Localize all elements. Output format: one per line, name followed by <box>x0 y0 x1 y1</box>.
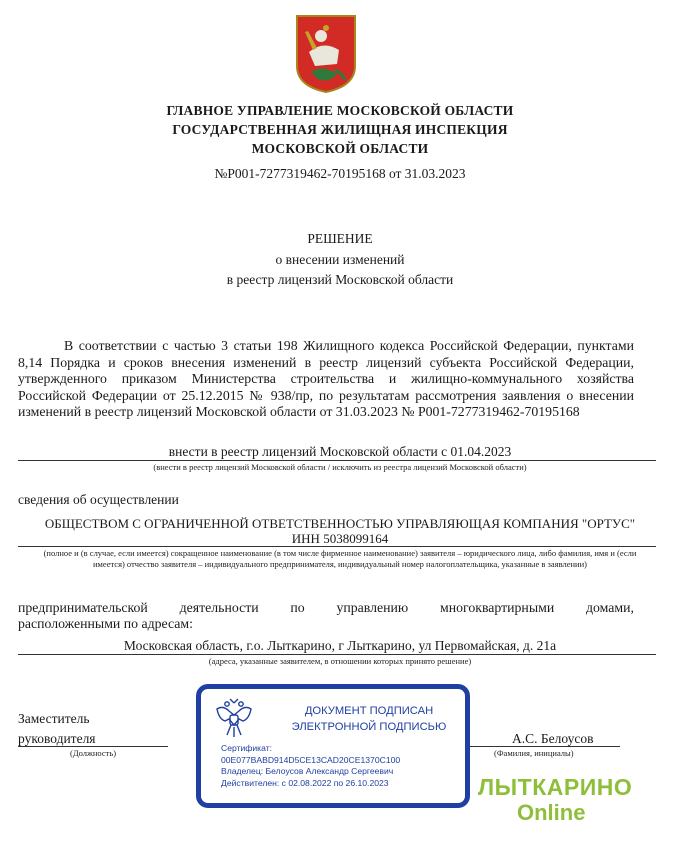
position-caption: (Должность) <box>70 748 117 758</box>
double-headed-eagle-icon <box>209 695 259 743</box>
position-line-2: руководителя <box>18 731 96 746</box>
company-caption: (полное и (в случае, если имеется) сокращенное наименование (в том числе фирменное наименование) заявителя – юридического лица, либо фамилия, имя и (если имеется) отчество заявителя – индивидуального предпринимателя, индивидуальный номер налогоплательщика, указанные в заявлении) <box>43 548 637 569</box>
company-underline <box>18 546 656 547</box>
decision-title: РЕШЕНИЕ <box>307 231 373 246</box>
name-underline <box>470 746 620 747</box>
electronic-signature-stamp <box>196 684 470 808</box>
agency-line-1: ГЛАВНОЕ УПРАВЛЕНИЕ МОСКОВСКОЙ ОБЛАСТИ <box>166 103 514 118</box>
action-caption: (внести в реестр лицензий Московской области / исключить из реестра лицензий Московской области) <box>153 462 527 472</box>
action-text: внести в реестр лицензий Московской области с 01.04.2023 <box>168 444 512 459</box>
position-underline <box>18 746 168 747</box>
company-name: ОБЩЕСТВОМ С ОГРАНИЧЕННОЙ ОТВЕТСТВЕННОСТЬЮ УПРАВЛЯЮЩАЯ КОМПАНИЯ "ОРТУС" <box>44 516 636 531</box>
stamp-validity: Действителен: с 02.08.2022 по 26.10.2023 <box>221 777 389 788</box>
action-underline <box>18 460 656 461</box>
address-text: Московская область, г.о. Лыткарино, г Лыткарино, ул Первомайская, д. 21а <box>123 638 557 653</box>
stamp-cert-value: 00E077BABD914D5CE13CAD20CE1370C100 <box>221 754 401 765</box>
info-label: сведения об осуществлении <box>18 492 179 507</box>
name-caption: (Фамилия, инициалы) <box>494 748 574 758</box>
legal-basis-paragraph: В соответствии с частью 3 статьи 198 Жилищного кодекса Российской Федерации, пунктами 8,14 Порядка и сроков внесения изменений в реестр лицензий субъекта Российской Федерации, утвержденного приказом Министерства строительства и жилищно-коммунального хозяйства Российской Федерации от 25.12.2015 № 938/пр, по результатам рассмотрения заявления о внесении изменений в реестр лицензий Московской области от 31.03.2023 № Р001-7277319462-70195168 <box>18 338 634 419</box>
watermark-logo-line-1: ЛЫТКАРИНО <box>478 774 633 800</box>
stamp-title-line-1: ДОКУМЕНТ ПОДПИСАН <box>304 705 434 717</box>
decision-subtitle-1: о внесении изменений <box>275 252 405 267</box>
activity-line-2: расположенными по адресам: <box>18 616 193 631</box>
stamp-cert-label: Сертификат: <box>221 743 273 753</box>
decision-subtitle-2: в реестр лицензий Московской области <box>226 272 454 287</box>
agency-line-3: МОСКОВСКОЙ ОБЛАСТИ <box>251 141 429 156</box>
signer-name: А.С. Белоусов <box>512 731 594 746</box>
address-underline <box>18 654 656 655</box>
coat-of-arms-emblem <box>293 14 359 94</box>
company-inn: ИНН 5038099164 <box>291 531 389 546</box>
watermark-logo-line-2: Online <box>517 800 586 825</box>
position-line-1: Заместитель <box>18 711 90 726</box>
document-number: №Р001-7277319462-70195168 от 31.03.2023 <box>214 166 466 181</box>
agency-line-2: ГОСУДАРСТВЕННАЯ ЖИЛИЩНАЯ ИНСПЕКЦИЯ <box>172 122 508 137</box>
address-caption: (адреса, указанные заявителем, в отношении которых принято решение) <box>208 656 472 666</box>
activity-line-1: предпринимательской деятельности по управлению многоквартирными домами, <box>18 600 634 615</box>
stamp-owner: Владелец: Белоусов Александр Сергеевич <box>221 766 394 776</box>
stamp-title-line-2: ЭЛЕКТРОННОЙ ПОДПИСЬЮ <box>291 721 447 733</box>
